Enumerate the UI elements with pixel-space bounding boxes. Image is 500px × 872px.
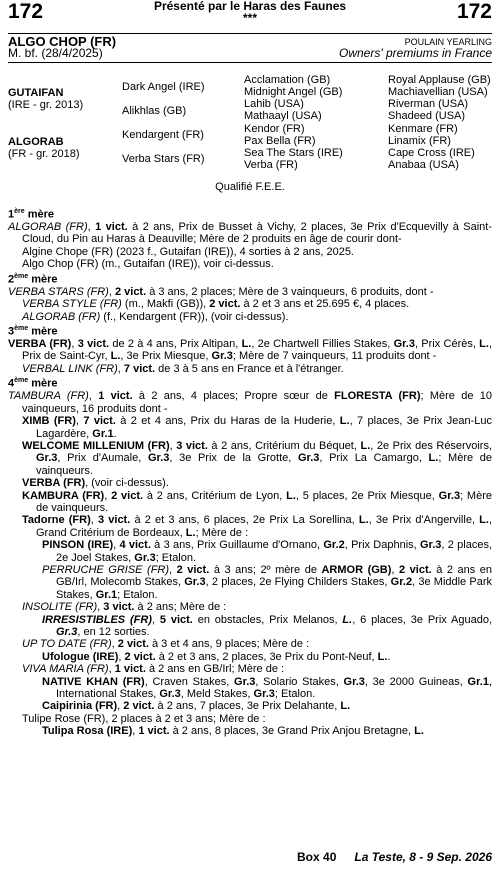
page-footer xyxy=(297,850,492,864)
produce-line: Ufologue (IRE), 2 vict. à 2 et 3 ans, 2 places, 3e Prix du Pont-Neuf, L.. xyxy=(42,650,391,663)
gen3-5: Kendor (FR) xyxy=(244,123,305,135)
gen3-3: Lahib (USA) xyxy=(244,98,304,110)
dam-4-entry: TAMBURA (FR), 1 vict. à 2 ans, 4 places; Propre sœur de FLORESTA (FR); Mère de 10 vainqueurs, 16 produits dont - xyxy=(8,390,492,415)
gen3-6: Pax Bella (FR) xyxy=(244,135,316,147)
dam-name: ALGORAB xyxy=(8,136,64,148)
produce-line: VERBAL LINK (FR), 7 vict. de 3 à 5 ans en France et à l'étranger. xyxy=(22,362,344,375)
produce-line: KAMBURA (FR), 2 vict. à 2 ans, Critérium de Lyon, L., 5 places, 2e Prix Miesque, Gr.3; Mère de vainqueurs. xyxy=(22,489,492,514)
produce-line: PINSON (IRE), 4 vict. à 3 ans, Prix Guillaume d'Ornano, Gr.2, Prix Daphnis, Gr.3, 2 places, 2e Joel Stakes, Gr.3; Etalon. xyxy=(42,539,492,564)
qualification-note: Qualifié F.E.E. xyxy=(215,181,285,193)
sire-info: (IRE - gr. 2013) xyxy=(8,99,84,111)
section-heading-1: 1ère mère xyxy=(8,208,54,221)
gen4-7: Cape Cross (IRE) xyxy=(388,147,475,159)
gen3-4: Mathaayl (USA) xyxy=(244,110,322,122)
produce-line: Tulipa Rosa (IRE), 1 vict. à 2 ans, 8 places, 3e Grand Prix Anjou Bretagne, L. xyxy=(42,725,424,738)
dam-2-entry: VERBA STARS (FR), 2 vict. à 3 ans, 2 places; Mère de 3 vainqueurs, 6 produits, dont - xyxy=(8,285,434,298)
section-heading-4: 4ème mère xyxy=(8,377,58,390)
gen4-8: Anabaa (USA) xyxy=(388,159,459,171)
produce-line: WELCOME MILLENIUM (FR), 3 vict. à 2 ans, Critérium du Béquet, L., 2e Prix des Réservoirs, Gr.3, Prix d'Aumale, Gr.3, 3e Prix de la Grotte, Gr.3, Prix La Camargo, L.; Mère de vainqueurs. xyxy=(22,439,492,477)
dam-3-entry: VERBA (FR), 3 vict. de 2 à 4 ans, Prix Altipan, L., 2e Chartwell Fillies Stakes, Gr.3, Prix Cérès, L., Prix de Saint-Cyr, L., 3e Prix Miesque, Gr.3; Mère de 7 vainqueurs, 11 produits dont - xyxy=(8,338,493,363)
gen4-2: Machiavellian (USA) xyxy=(388,86,488,98)
produce-line: Algine Chope (FR) (2023 f., Gutaifan (IRE)), 4 sorties à 2 ans, 2025. xyxy=(22,245,354,258)
sex-date-of-birth: M. bf. (28/4/2025) xyxy=(8,46,103,60)
lot-number-right: 172 xyxy=(456,0,492,23)
produce-line: Tulipe Rose (FR), 2 places à 2 et 3 ans; Mère de : xyxy=(22,712,266,725)
produce-line: Caipirinia (FR), 2 vict. à 2 ans, 7 places, 3e Prix Delahante, L. xyxy=(42,700,351,713)
produce-line: VIVA MARIA (FR), 1 vict. à 2 ans en GB/Irl; Mère de : xyxy=(22,663,285,676)
gen4-3: Riverman (USA) xyxy=(388,98,469,110)
gen2-3: Kendargent (FR) xyxy=(122,129,204,141)
dam-line-body xyxy=(8,206,492,738)
gen4-6: Linamix (FR) xyxy=(388,135,451,147)
gen4-1: Royal Applause (GB) xyxy=(388,74,491,86)
gen2-4: Verba Stars (FR) xyxy=(122,153,205,165)
produce-line: Algo Chop (FR) (m., Gutaifan (IRE)), voir ci-dessus. xyxy=(22,258,274,271)
produce-line: XIMB (FR), 7 vict. à 2 et 4 ans, Prix du Haras de la Huderie, L., 7 places, 3e Prix Jean-Luc Lagardère, Gr.1. xyxy=(22,415,492,440)
gen2-2: Alikhlas (GB) xyxy=(122,105,187,117)
sale-category: POULAIN YEARLING xyxy=(404,37,492,47)
gen3-8: Verba (FR) xyxy=(244,159,298,171)
lot-number-left: 172 xyxy=(8,0,44,23)
gen3-2: Midnight Angel (GB) xyxy=(244,86,343,98)
dam-1-entry: ALGORAB (FR), 1 vict. à 2 ans, Prix de Busset à Vichy, 2 places, 3e Prix d'Ecquevilly à Saint-Cloud, du Pin au Haras à Deauville; Mère de 2 produits en âge de courir dont- xyxy=(8,221,492,246)
produce-line: INSOLITE (FR), 3 vict. à 2 ans; Mère de : xyxy=(22,601,227,614)
horse-name: ALGO CHOP (FR) xyxy=(8,34,117,49)
box-number: Box 40 xyxy=(297,850,337,864)
section-heading-3: 3ème mère xyxy=(8,324,58,338)
gen4-5: Kenmare (FR) xyxy=(388,123,458,135)
presented-by: Présenté par le Haras des Faunes xyxy=(153,0,347,13)
gen4-4: Shadeed (USA) xyxy=(388,110,466,122)
gen3-7: Sea The Stars (IRE) xyxy=(244,147,343,159)
header-stars: *** xyxy=(242,11,257,25)
produce-line: NATIVE KHAN (FR), Craven Stakes, Gr.3, Solario Stakes, Gr.3, 3e 2000 Guineas, Gr.1, International Stakes, Gr.3, Meld Stakes, Gr.3; Etalon. xyxy=(42,675,492,701)
sire-name: GUTAIFAN xyxy=(8,87,64,99)
produce-line: PERRUCHE GRISE (FR), 2 vict. à 3 ans; 2º mère de ARMOR (GB), 2 vict. à 2 ans en GB/Irl, Molecomb Stakes, Gr.3, 2 places, 2e Flying Childers Stakes, Gr.2, 3e Middle Park Stakes, Gr.1; Etalon. xyxy=(42,564,493,601)
gen3-1: Acclamation (GB) xyxy=(244,74,331,86)
dam-info: (FR - gr. 2018) xyxy=(8,148,80,160)
produce-line: Tadorne (FR), 3 vict. à 2 et 3 ans, 6 places, 2e Prix La Sorellina, L., 3e Prix d'Angerville, L., Grand Critérium de Bordeaux, L.; Mère de : xyxy=(22,514,493,539)
owners-premium: Owners' premiums in France xyxy=(339,46,492,60)
header-presented xyxy=(0,0,500,24)
produce-line: UP TO DATE (FR), 2 vict. à 3 et 4 ans, 9 places; Mère de : xyxy=(22,638,310,651)
section-heading-2: 2ème mère xyxy=(8,272,58,286)
produce-line: ALGORAB (FR) (f., Kendargent (FR)), (voir ci-dessus). xyxy=(22,310,289,323)
produce-line: VERBA (FR), (voir ci-dessus). xyxy=(22,477,169,490)
sale-place-date: La Teste, 8 - 9 Sep. 2026 xyxy=(354,850,492,864)
produce-line: VERBA STYLE (FR) (m., Makfi (GB)), 2 vict. à 2 et 3 ans et 25.695 €, 4 places. xyxy=(22,298,410,311)
header-divider-2 xyxy=(8,62,492,63)
produce-line: IRRESISTIBLES (FR), 5 vict. en obstacles, Prix Melanos, L., 6 places, 3e Prix Aguado, Gr.3, en 12 sorties. xyxy=(42,613,493,639)
gen2-1: Dark Angel (IRE) xyxy=(122,81,205,93)
